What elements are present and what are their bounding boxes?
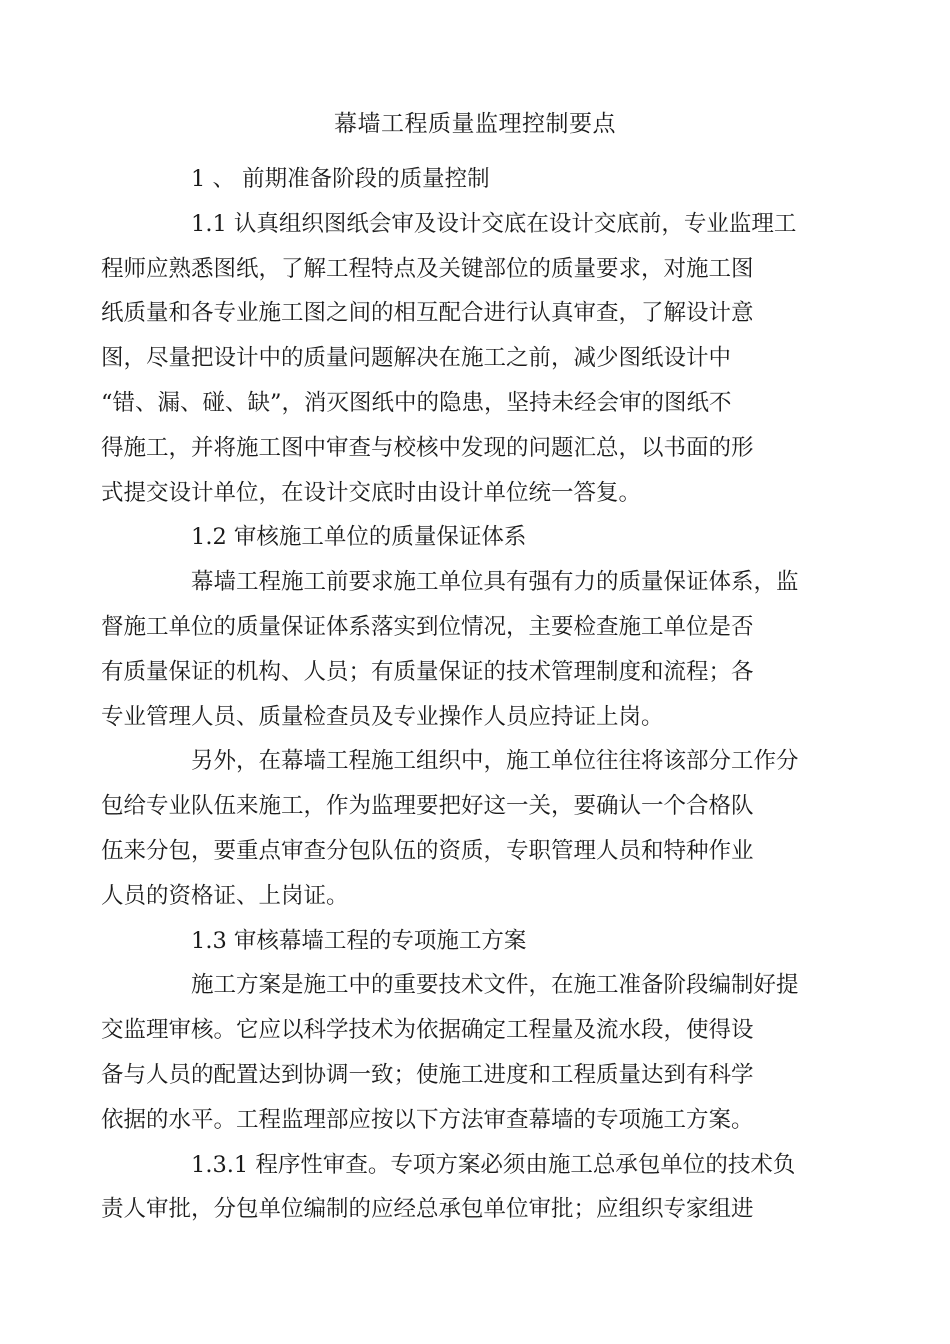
- text-line: 有质量保证的机构、人员；有质量保证的技术管理制度和流程；各: [101, 658, 754, 685]
- section-heading-1-3: [146, 919, 794, 964]
- text-line: 幕墙工程施工前要求施工单位具有强有力的质量保证体系，监: [191, 569, 799, 596]
- section-heading-1: [146, 157, 794, 202]
- text-line: 伍来分包，要重点审查分包队伍的资质，专职管理人员和特种作业: [101, 837, 754, 864]
- text-line: 另外，在幕墙工程施工组织中，施工单位往往将该部分工作分: [191, 748, 799, 775]
- text-line: 1 、 前期准备阶段的质量控制: [191, 166, 490, 192]
- text-line: 式提交设计单位，在设计交底时由设计单位统一答复。: [101, 479, 642, 506]
- text-line: 包给专业队伍来施工，作为监理要把好这一关，要确认一个合格队: [101, 793, 754, 820]
- text-line: 程师应熟悉图纸，了解工程特点及关键部位的质量要求，对施工图: [101, 255, 754, 282]
- document-body: [101, 157, 799, 1232]
- paragraph-1-2-a: [101, 560, 799, 739]
- text-line: 施工方案是施工中的重要技术文件，在施工准备阶段编制好提: [191, 972, 799, 999]
- text-line: “错、漏、碰、缺”，消灭图纸中的隐患，坚持未经会审的图纸不: [101, 389, 732, 416]
- text-line: 1.3.1 程序性审查。专项方案必须由施工总承包单位的技术负: [191, 1151, 796, 1178]
- text-line: 督施工单位的质量保证体系落实到位情况，主要检查施工单位是否: [101, 613, 754, 640]
- text-line: 1.2 审核施工单位的质量保证体系: [191, 524, 527, 551]
- paragraph-1-3: [101, 963, 799, 1142]
- text-line: 得施工，并将施工图中审查与校核中发现的问题汇总，以书面的形: [101, 434, 754, 461]
- text-line: 备与人员的配置达到协调一致；使施工进度和工程质量达到有科学: [101, 1061, 754, 1088]
- text-line: 1.1 认真组织图纸会审及设计交底在设计交底前，专业监理工: [191, 210, 797, 237]
- text-line: 依据的水平。工程监理部应按以下方法审查幕墙的专项施工方案。: [101, 1106, 754, 1133]
- document-title: 幕墙工程质量监理控制要点: [334, 111, 616, 137]
- text-line: 交监理审核。它应以科学技术为依据确定工程量及流水段，使得设: [101, 1017, 754, 1044]
- paragraph-1-1: [101, 202, 797, 516]
- text-line: 图，尽量把设计中的质量问题解决在施工之前，减少图纸设计中: [101, 345, 732, 372]
- paragraph-1-2-b: [101, 739, 799, 918]
- text-line: 责人审批，分包单位编制的应经总承包单位审批；应组织专家组进: [101, 1196, 754, 1223]
- text-line: 人员的资格证、上岗证。: [101, 882, 349, 909]
- text-line: 专业管理人员、质量检查员及专业操作人员应持证上岗。: [101, 703, 664, 730]
- text-line: 1.3 审核幕墙工程的专项施工方案: [191, 927, 527, 954]
- section-heading-1-2: [146, 515, 794, 560]
- paragraph-1-3-1: [101, 1143, 796, 1233]
- text-line: 纸质量和各专业施工图之间的相互配合进行认真审查，了解设计意: [101, 300, 754, 327]
